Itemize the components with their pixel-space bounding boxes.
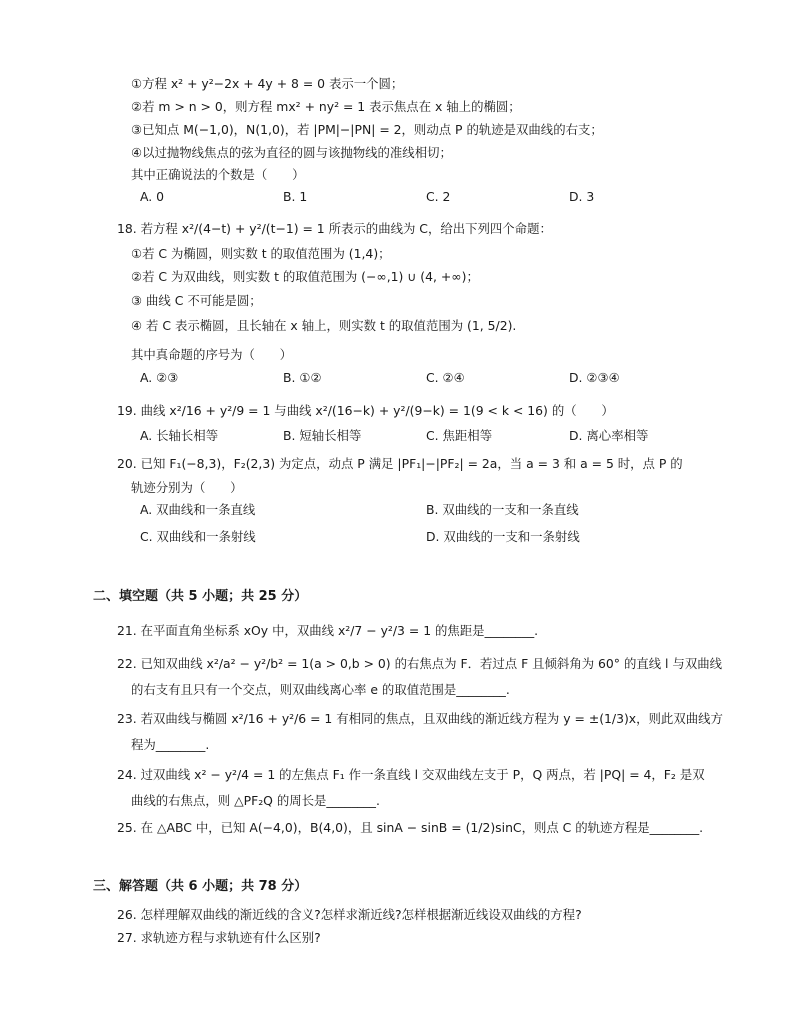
q18-statement-2: ②若 C 为双曲线，则实数 t 的取值范围为 (−∞,1) ∪ (4, +∞)； [131, 269, 479, 284]
q20-option-a: A. 双曲线和一条直线 [140, 502, 256, 517]
section-2-title: 二、填空题（共 5 小题；共 25 分） [93, 589, 308, 604]
q19-stem: 19. 曲线 x²/16 + y²/9 = 1 与曲线 x²/(16−k) + y²/(9−k) = 1(9 < k < 16) 的（ ） [117, 403, 614, 418]
q18-statement-1: ①若 C 为椭圆，则实数 t 的取值范围为 (1,4)； [131, 246, 391, 261]
q17-statement-3: ③已知点 M(−1,0)，N(1,0)，若 |PM|−|PN| = 2，则动点 P 的轨迹是双曲线的右支； [131, 122, 603, 137]
q22-line-2: 的右支有且只有一个交点，则双曲线离心率 e 的取值范围是________. [131, 682, 510, 697]
q17-option-b: B. 1 [283, 189, 308, 204]
q17-option-a: A. 0 [140, 189, 165, 204]
q17-option-d: D. 3 [569, 189, 595, 204]
q19-option-c: C. 焦距相等 [426, 428, 493, 443]
q19-option-a: A. 长轴长相等 [140, 428, 219, 443]
q18-stem: 18. 若方程 x²/(4−t) + y²/(t−1) = 1 所表示的曲线为 C，给出下列四个命题： [117, 221, 552, 236]
q25: 25. 在 △ABC 中，已知 A(−4,0)，B(4,0)，且 sinA − sinB = (1/2)sinC，则点 C 的轨迹方程是________. [117, 820, 704, 835]
q23-line-2: 程为________. [131, 737, 210, 752]
q18-statement-4: ④ 若 C 表示椭圆，且长轴在 x 轴上，则实数 t 的取值范围为 (1, 5/2). [131, 318, 517, 333]
q20-option-b: B. 双曲线的一支和一条直线 [426, 502, 579, 517]
q18-option-b: B. ①② [283, 370, 322, 385]
q21: 21. 在平面直角坐标系 xOy 中，双曲线 x²/7 − y²/3 = 1 的焦距是________. [117, 623, 539, 638]
q17-statement-4: ④以过抛物线焦点的弦为直径的圆与该抛物线的准线相切； [131, 145, 452, 160]
q22-line-1: 22. 已知双曲线 x²/a² − y²/b² = 1(a > 0,b > 0) 的右焦点为 F．若过点 F 且倾斜角为 60° 的直线 l 与双曲线 [117, 656, 722, 671]
q18-question: 其中真命题的序号为（ ） [131, 347, 293, 362]
q20-option-d: D. 双曲线的一支和一条射线 [426, 529, 580, 544]
q18-option-d: D. ②③④ [569, 370, 620, 385]
q24-line-1: 24. 过双曲线 x² − y²/4 = 1 的左焦点 F₁ 作一条直线 l 交双曲线左支于 P，Q 两点，若 |PQ| = 4，F₂ 是双 [117, 767, 705, 782]
q20-stem-line-1: 20. 已知 F₁(−8,3)，F₂(2,3) 为定点，动点 P 满足 |PF₁|−|PF₂| = 2a，当 a = 3 和 a = 5 时，点 P 的 [117, 456, 683, 471]
q18-option-a: A. ②③ [140, 370, 179, 385]
section-3-title: 三、解答题（共 6 小题；共 78 分） [93, 879, 308, 894]
q17-option-c: C. 2 [426, 189, 451, 204]
q18-statement-3: ③ 曲线 C 不可能是圆； [131, 293, 262, 308]
q17-statement-2: ②若 m > n > 0，则方程 mx² + ny² = 1 表示焦点在 x 轴上的椭圆； [131, 99, 521, 114]
q23-line-1: 23. 若双曲线与椭圆 x²/16 + y²/6 = 1 有相同的焦点，且双曲线的渐近线方程为 y = ±(1/3)x，则此双曲线方 [117, 711, 723, 726]
q24-line-2: 曲线的右焦点，则 △PF₂Q 的周长是________. [131, 793, 380, 808]
q19-option-d: D. 离心率相等 [569, 428, 649, 443]
q26: 26. 怎样理解双曲线的渐近线的含义?怎样求渐近线?怎样根据渐近线设双曲线的方程? [117, 907, 582, 922]
q20-stem-line-2: 轨迹分别为（ ） [131, 480, 243, 495]
q17-question: 其中正确说法的个数是（ ） [131, 167, 305, 182]
q18-option-c: C. ②④ [426, 370, 465, 385]
q20-option-c: C. 双曲线和一条射线 [140, 529, 256, 544]
q27: 27. 求轨迹方程与求轨迹有什么区别? [117, 930, 321, 945]
q19-option-b: B. 短轴长相等 [283, 428, 362, 443]
q17-statement-1: ①方程 x² + y²−2x + 4y + 8 = 0 表示一个圆； [131, 76, 404, 91]
